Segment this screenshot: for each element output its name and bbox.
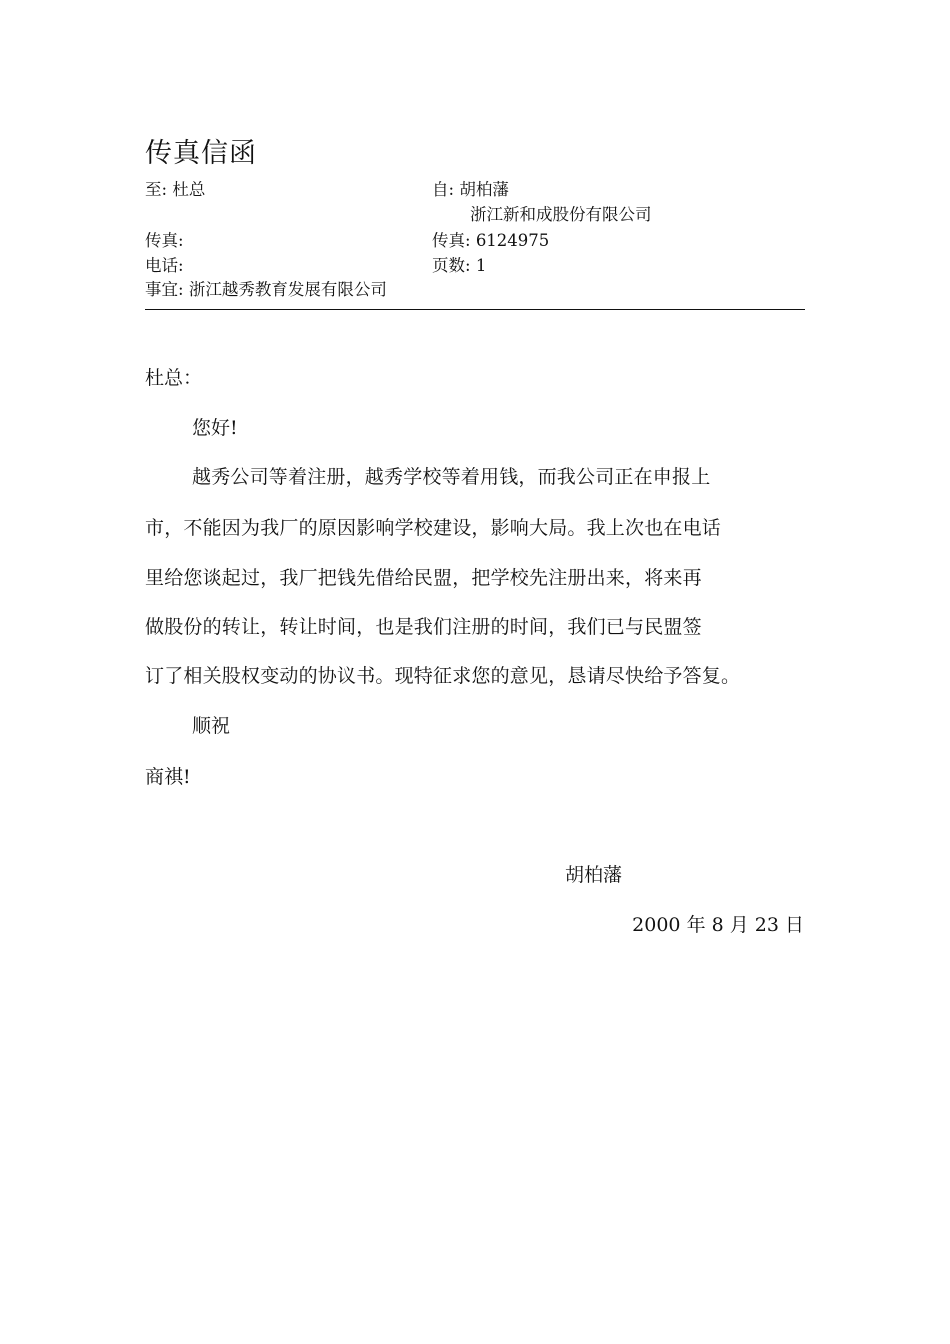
body-line-2: 市，不能因为我厂的原因影响学校建设，影响大局。我上次也在电话 xyxy=(145,517,722,539)
fax-number-left xyxy=(145,227,184,251)
phone-label: 电话: xyxy=(145,256,184,275)
from-company: 浙江新和成股份有限公司 xyxy=(470,205,652,224)
closing-regards: 商祺! xyxy=(145,766,191,788)
letter-greeting: 您好! xyxy=(192,417,238,439)
to-label: 至: xyxy=(145,180,168,199)
subject-field xyxy=(145,276,387,300)
closing-wish: 顺祝 xyxy=(192,715,231,737)
fax-number-right xyxy=(432,227,549,251)
subject-value: 浙江越秀教育发展有限公司 xyxy=(188,280,387,299)
letter-salutation: 杜总： xyxy=(145,367,203,389)
letter-date: 2000 年 8 月 23 日 xyxy=(632,914,804,936)
body-line-3: 里给您谈起过，我厂把钱先借给民盟，把学校先注册出来，将来再 xyxy=(145,567,702,589)
fax-right-label: 传真: xyxy=(432,231,471,250)
subject-label: 事宜: xyxy=(145,280,184,299)
to-value: 杜总 xyxy=(172,180,206,199)
to-field xyxy=(145,176,205,200)
from-field xyxy=(432,176,509,200)
signature: 胡柏藩 xyxy=(565,864,623,886)
body-line-1: 越秀公司等着注册，越秀学校等着用钱，而我公司正在申报上 xyxy=(192,466,711,488)
from-label: 自: xyxy=(432,180,455,199)
pages-label: 页数: xyxy=(432,256,471,275)
fax-title: 传真信函 xyxy=(145,138,257,169)
from-name: 胡柏藩 xyxy=(459,180,509,199)
header-divider xyxy=(145,309,805,310)
phone-field xyxy=(145,252,184,276)
pages-field xyxy=(432,252,486,276)
body-line-5: 订了相关股权变动的协议书。现特征求您的意见，恳请尽快给予答复。 xyxy=(145,665,741,687)
fax-right-value: 6124975 xyxy=(475,231,550,250)
pages-value: 1 xyxy=(475,256,487,275)
fax-left-label: 传真: xyxy=(145,231,184,250)
body-line-4: 做股份的转让，转让时间，也是我们注册的时间，我们已与民盟签 xyxy=(145,616,702,638)
